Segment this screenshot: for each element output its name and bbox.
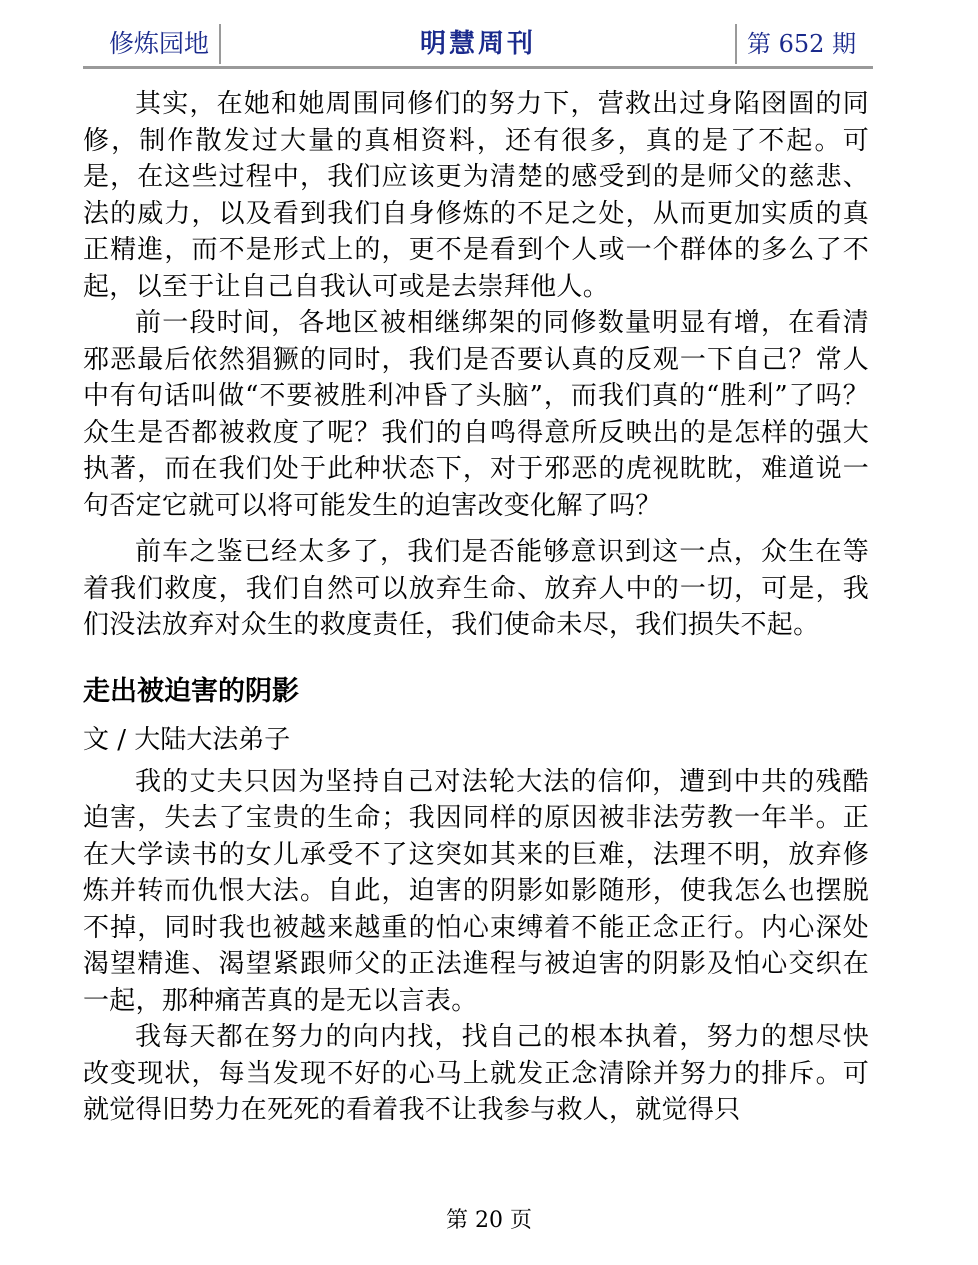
article2-paragraph-2: 我每天都在努力的向内找，找自己的根本执着，努力的想尽快改变现状，每当发现不好的心马上就发正念清除并努力的排斥。可就觉得旧势力在死死的看着我不让我参与救人，就觉得只 <box>83 1022 869 1125</box>
article2-paragraph-1: 我的丈夫只因为坚持自己对法轮大法的信仰，遭到中共的残酷迫害，失去了宝贵的生命；我因同样的原因被非法劳教一年半。正在大学读书的女儿承受不了这突如其来的巨难，法理不明，放弃修炼并转而仇恨大法。自此，迫害的阴影如影随形，使我怎么也摆脱不掉，同时我也被越来越重的怕心束缚着不能正念正行。内心深处渴望精進、渴望紧跟师父的正法進程与被迫害的阴影及怕心交织在一起，那种痛苦真的是无以言表。 <box>83 766 869 1016</box>
article1-paragraph-1: 其实，在她和她周围同修们的努力下，营救出过身陷囹圄的同修，制作散发过大量的真相资料，还有很多，真的是了不起。可是，在这些过程中，我们应该更为清楚的感受到的是师父的慈悲、法的威力，以及看到我们自身修炼的不足之处，从而更加实质的真正精進，而不是形式上的，更不是看到个人或一个群体的多么了不起，以至于让自己自我认可或是去崇拜他人。 <box>83 89 869 302</box>
issue-number: 第 652 期 <box>735 24 873 64</box>
article2-author: 文 / 大陆大法弟子 <box>83 724 291 755</box>
page-header <box>83 24 873 66</box>
article1-paragraph-2: 前一段时间，各地区被相继绑架的同修数量明显有增，在看清邪恶最后依然猖獗的同时，我们是否要认真的反观一下自己？常人中有句话叫做“不要被胜利冲昏了头脑”，而我们真的“胜利”了吗？众生是否都被救度了呢？我们的自鸣得意所反映出的是怎样的强大执著，而在我们处于此种状态下，对于邪恶的虎视眈眈，难道说一句否定它就可以将可能发生的迫害改变化解了吗？ <box>83 308 869 521</box>
header-divider <box>83 66 873 69</box>
page-number: 第 20 页 <box>446 1208 532 1233</box>
publication-title: 明慧周刊 <box>419 29 536 59</box>
article1-paragraph-3: 前车之鉴已经太多了，我们是否能够意识到这一点，众生在等着我们救度，我们自然可以放弃生命、放弃人中的一切，可是，我们没法放弃对众生的救度责任，我们使命未尽，我们损失不起。 <box>83 537 869 640</box>
page-content <box>83 86 869 1129</box>
article2-title: 走出被迫害的阴影 <box>83 675 299 707</box>
section-name: 修炼园地 <box>83 24 221 64</box>
